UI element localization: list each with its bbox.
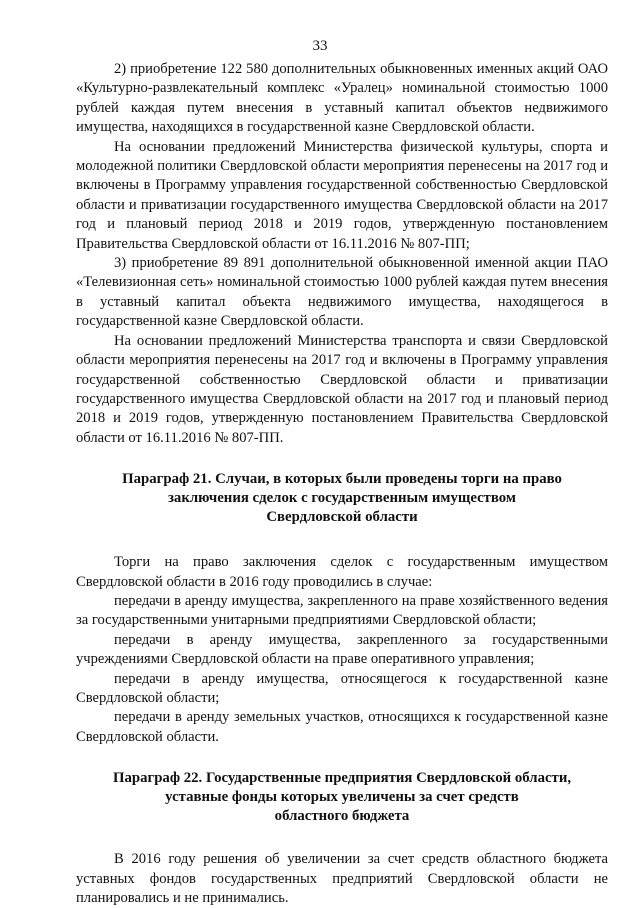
section-heading-22 — [76, 769, 608, 826]
paragraph-item-3-tv-network: 3) приобретение 89 891 дополнительной обыкновенной именной акции ПАО «Телевизионная сеть» номинальной стоимостью 1000 рублей каждая путем внесения в уставный капитал объекта недвижимого имущества, находящегося в государственной казне Свердловской области. — [76, 255, 608, 330]
paragraph-item-2-uralets: 2) приобретение 122 580 дополнительных обыкновенных именных акций ОАО «Культурно-развлекательный комплекс «Уралец» номинальной стоимостью 1000 рублей каждая путем внесения в уставный капитал объектов недвижимого имущества, находящихся в государственной казне Свердловской области. — [76, 61, 608, 136]
section-heading-21 — [76, 470, 608, 527]
paragraph-tenders-intro: Торги на право заключения сделок с государственным имуществом Свердловской области в 2016 году проводились в случае: — [76, 554, 608, 590]
section-heading-22-line-1: Параграф 22. Государственные предприятия Свердловской области, — [112, 770, 572, 787]
paragraph-tenders-case-2: передачи в аренду имущества, закрепленного за государственными учреждениями Свердловской области на праве оперативного управления; — [76, 631, 608, 668]
section-heading-22-line-3: областного бюджета — [274, 808, 410, 825]
paragraph-enterprises-2016: В 2016 году решения об увеличении за счет средств областного бюджета уставных фондов государственных предприятий Свердловской области не планировались и не принимались. — [76, 851, 608, 906]
paragraph-tenders-case-4: передачи в аренду земельных участков, относящихся к государственной казне Свердловской области. — [76, 709, 608, 745]
page-number: 33 — [312, 38, 328, 54]
section-heading-22-line-2: уставные фонды которых увеличены за счет средств — [165, 789, 519, 806]
document-body — [76, 60, 608, 908]
section-heading-21-line-2: заключения сделок с государственным имуществом — [167, 490, 517, 507]
section-heading-21-line-1: Параграф 21. Случаи, в которых были проведены торги на право — [122, 471, 562, 488]
paragraph-tenders-case-3: передачи в аренду имущества, относящегося к государственной казне Свердловской области; — [76, 670, 608, 706]
paragraph-tenders-case-1: передачи в аренду имущества, закрепленного на праве хозяйственного ведения за государственными унитарными предприятиями Свердловской области; — [76, 592, 608, 629]
section-heading-21-line-3: Свердловской области — [266, 509, 418, 526]
paragraph-transport-ministry: На основании предложений Министерства транспорта и связи Свердловской области мероприятия перенесены на 2017 год и включены в Программу управления государственной собственностью Свердловской области и приватизации государственного имущества Свердловской области на 2017 год и плановый период 2018 и 2019 годов, утвержденную постановлением Правительства Свердловской области от 16.11.2016 № 807-ПП. — [76, 332, 608, 446]
paragraph-sport-ministry: На основании предложений Министерства физической культуры, спорта и молодежной политики Свердловской области мероприятия перенесены на 2017 год и включены в Программу управления государственной собственностью Свердловской области и приватизации государственного имущества Свердловской области на 2017 год и плановый период 2018 и 2019 годов, утвержденную постановлением Правительства Свердловской области от 16.11.2016 № 807-ПП; — [76, 138, 608, 252]
